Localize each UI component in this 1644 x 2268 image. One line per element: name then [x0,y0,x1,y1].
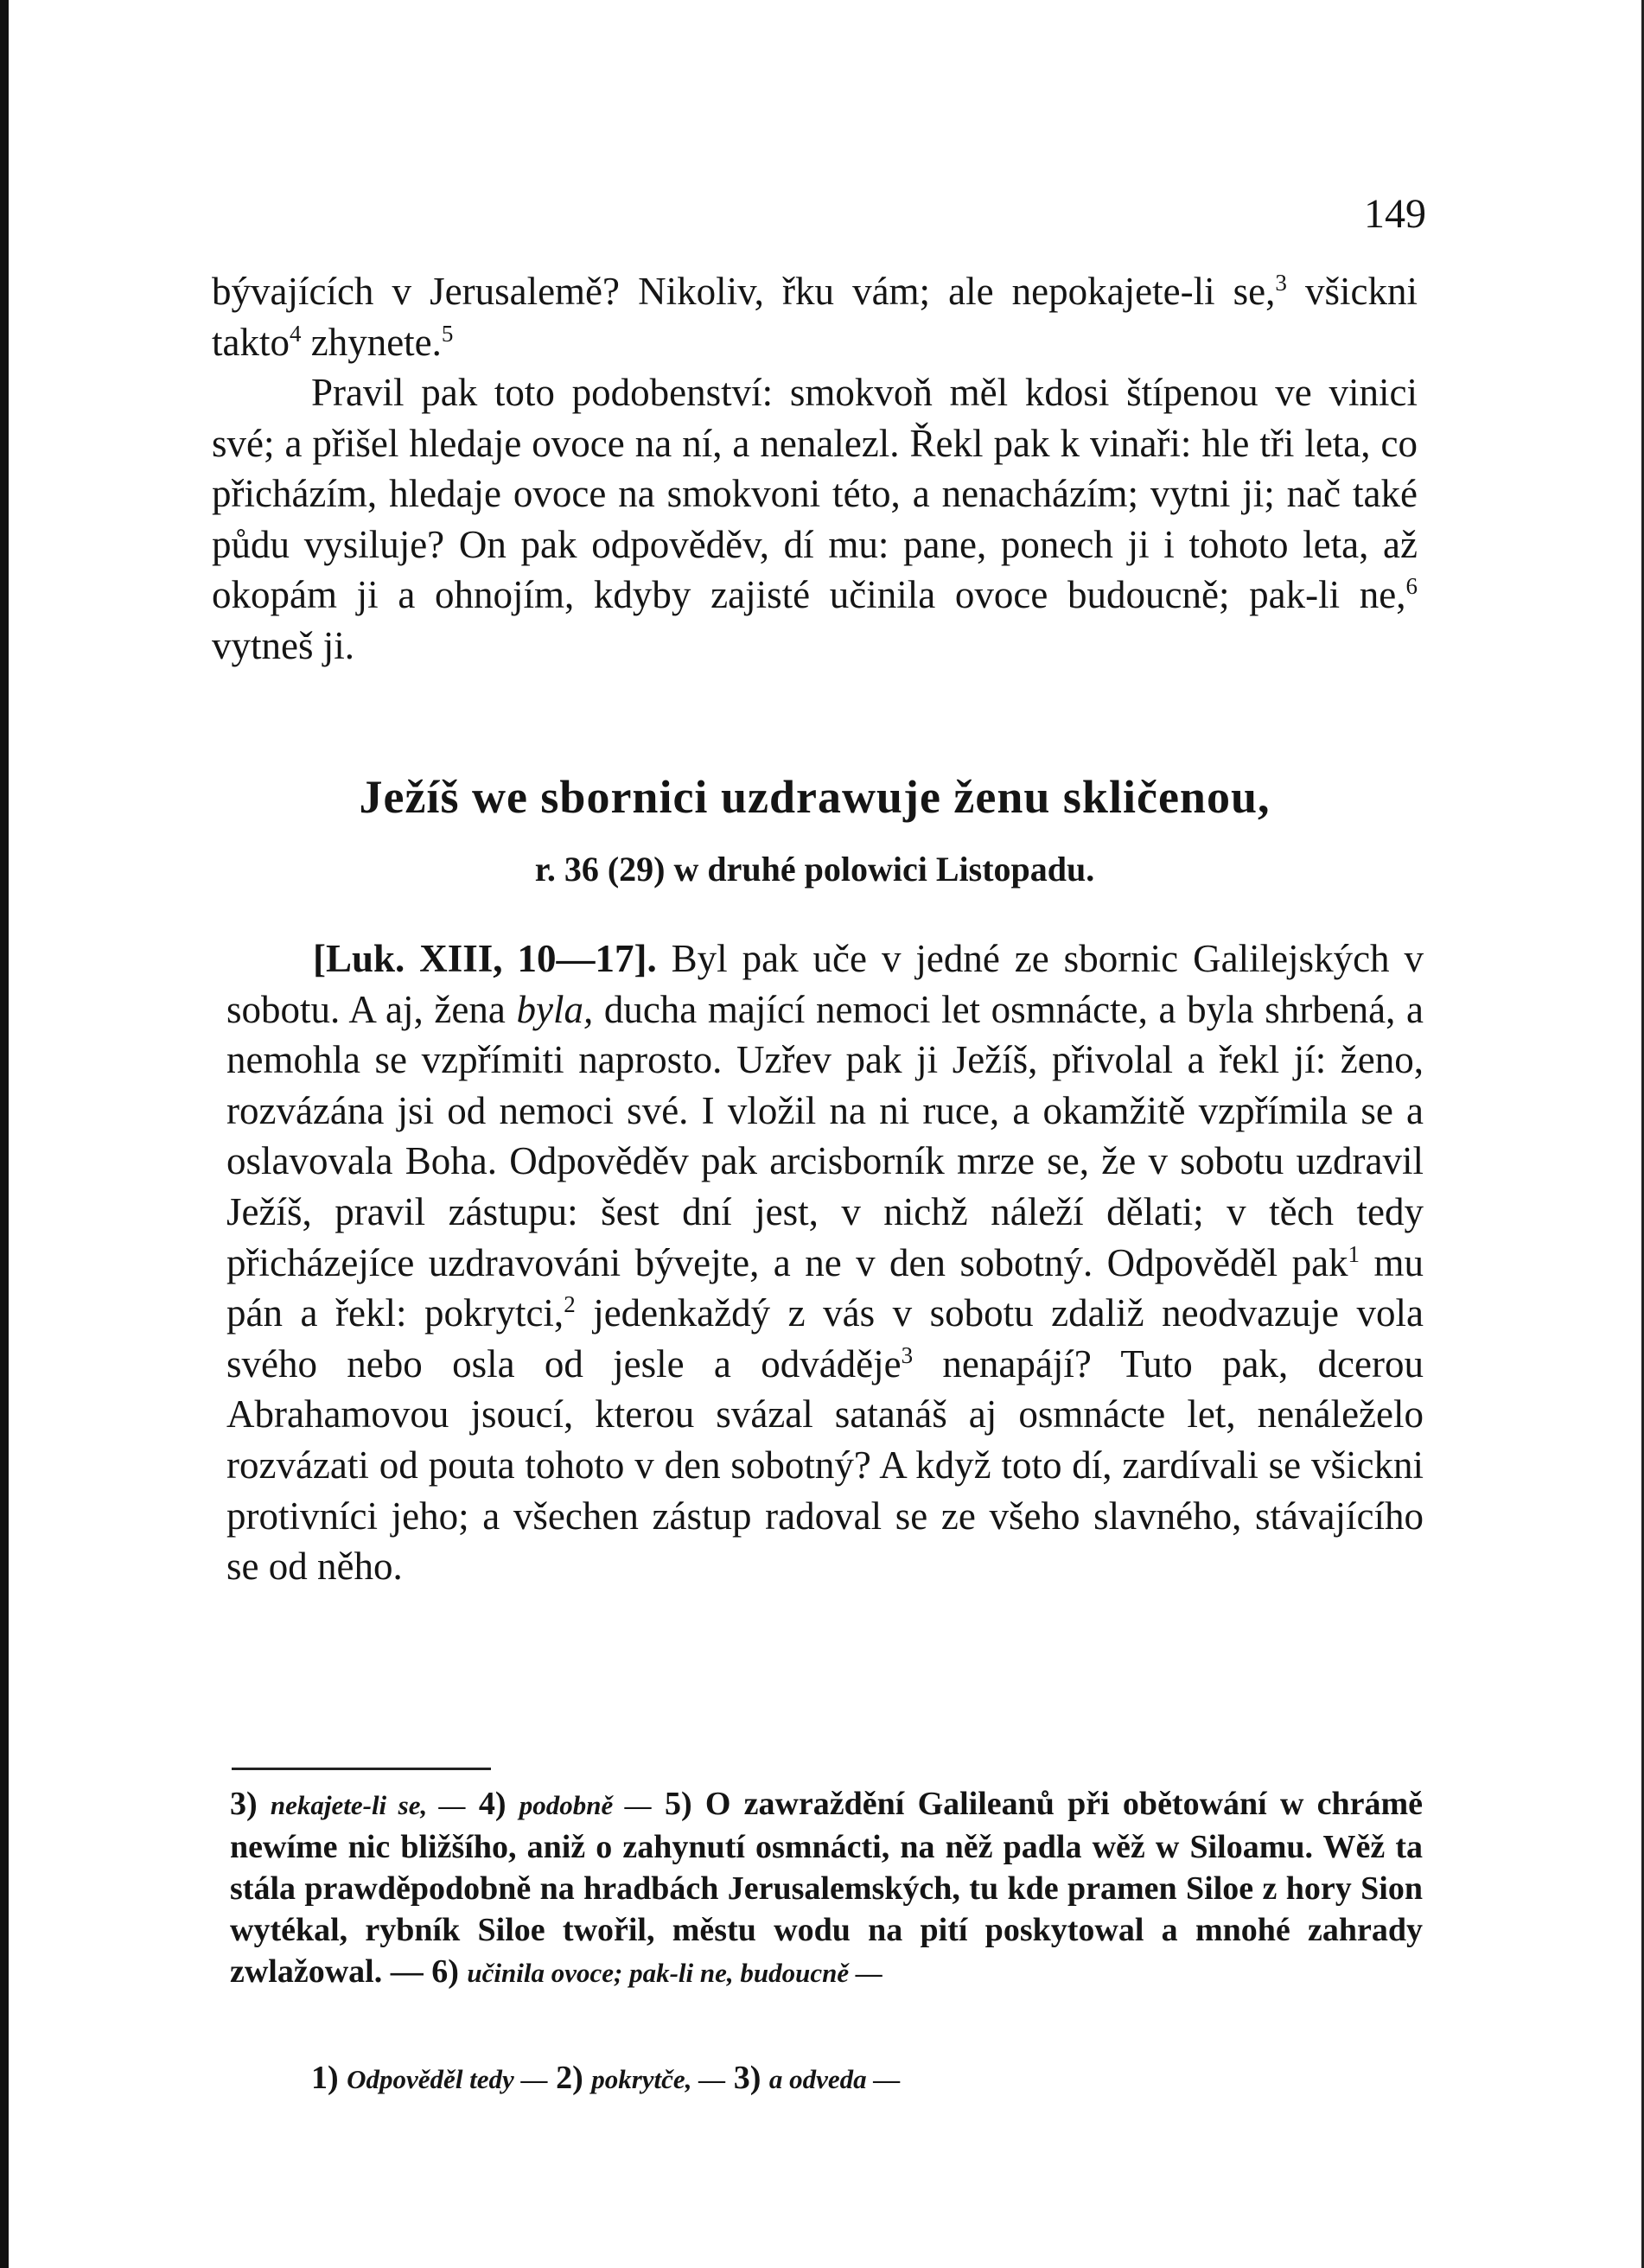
footnote-marker-3b: 3 [901,1341,914,1368]
scripture-reference: [Luk. XIII, 10—17]. [313,937,657,980]
paragraph-1-text-b: všickni takto [212,270,1418,364]
footnote-3-number: 3) [230,1786,258,1822]
paragraph-1 [212,266,1418,367]
paragraph-3-italic: byla, [516,987,594,1031]
footnote-marker-3: 3 [1275,270,1287,296]
paragraph-3-text-e: nenapájí? Tuto pak, dcerou Abrahamovou jsoucí, kterou svázal satanáš aj osmnácte let, nenáleželo rozvázati od pouta tohoto v den sobotný? A když toto dí, zardívali se všickni protivníci jeho; a všechen zástup radoval se ze všeho slavného, stávajícího se od něho. [226,1341,1424,1589]
footnote-3-text: nekajete-li se, — [270,1790,466,1820]
paragraph-2-text-b: vytneš ji. [212,623,354,667]
footnote-3b-number: 3) [733,2060,761,2096]
footnote-marker-6: 6 [1405,573,1418,599]
footnote-6-text: učinila ovoce; pak-li ne, budoucně — [467,1958,883,1988]
page-left-edge [0,0,9,2268]
footnote-1-number: 1) [311,2060,339,2096]
paragraph-1-text-a: bývajících v Jerusalemě? Nikoliv, řku vám; ale nepokajete-li se, [212,270,1276,313]
footnote-6-number: 6) [431,1953,459,1990]
footnote-3b-text: a odveda — [768,2064,901,2094]
footnote-2-number: 2) [556,2060,583,2096]
footnote-4-number: 4) [478,1786,507,1822]
paragraph-2-text-a: Pravil pak toto podobenství: smokvoň měl kdosi štípenou ve vinici své; a přišel hledaje ovoce na ní, a nenalezl. Řekl pak k vinaři: hle tři leta, co přicházím, hledaje ovoce na smokvoni této, a nenacházím; vytni ji; nač také půdu vysiluje? On pak odpověděv, dí mu: pane, ponech ji i tohoto leta, až okopám ji a ohnojím, kdyby zajisté učinila ovoce budoucně; pak-li ne, [212,371,1418,616]
paragraph-2 [212,367,1418,671]
paragraph-3-text-a: Byl pak uče v jedné ze sbornic Galilejských v sobotu. A aj, žena [226,937,1424,1031]
footnote-marker-1: 1 [1348,1240,1360,1267]
page-number: 149 [1364,191,1426,237]
footnote-marker-5: 5 [441,320,454,347]
paragraph-3-text-b: ducha mající nemoci let osmnácte, a byla shrbená, a nemohla se vzpřímiti naprosto. Uzřev pak ji Ježíš, přivolal a řekl jí: ženo, rozvázána jsi od nemoci své. I vložil na ni ruce, a okamžitě vzpřímila se a oslavovala Boha. Odpověděv pak arcisborník mrze se, že v sobotu uzdravil Ježíš, pravil zástupu: šest dní jest, v nichž náleží dělati; v těch tedy přicházejíce uzdravováni bývejte, a ne v den sobotný. Odpověděl pak [226,987,1424,1284]
paragraph-3-text-d: jedenkaždý z vás v sobotu zdaliž neodvazuje vola svého nebo osla od jesle a odváděje [226,1291,1424,1386]
footnotes-block [230,1783,1423,1994]
footnote-5-number: 5) [664,1786,692,1822]
footnote-4-text: podobně — [519,1790,652,1820]
paragraph-3 [226,933,1424,1592]
paragraph-1-text-c: zhynete. [301,320,442,364]
footnote-5-text: O zawraždění Galileanů při obětowání w chrámě newíme nic bližšího, aniž o zahynutí osmnácti, na něž padla wěž w Siloamu. Wěž ta stála prawděpodobně na hradbách Jerusalemských, tu kde pramen Siloe z hory Sion wytékal, rybník Siloe twořil, městu wodu na pití poskytowal a mnohé zahrady zwlažowal. — [230,1786,1423,1990]
footnote-marker-4: 4 [289,320,302,347]
section-title: Ježíš we sbornici uzdrawuje ženu skličenou, [359,771,1271,823]
footnote-1-text: Odpověděl tedy — [347,2064,548,2094]
footnotes-block-2 [311,2057,1418,2100]
footnote-2-text: pokrytče, — [591,2064,726,2094]
section-subtitle: r. 36 (29) w druhé polowici Listopadu. [534,850,1095,889]
paragraph-3-text-c: mu pán a řekl: pokrytci, [226,1240,1424,1335]
footnote-marker-2: 2 [564,1291,576,1318]
footnote-divider [232,1768,491,1770]
